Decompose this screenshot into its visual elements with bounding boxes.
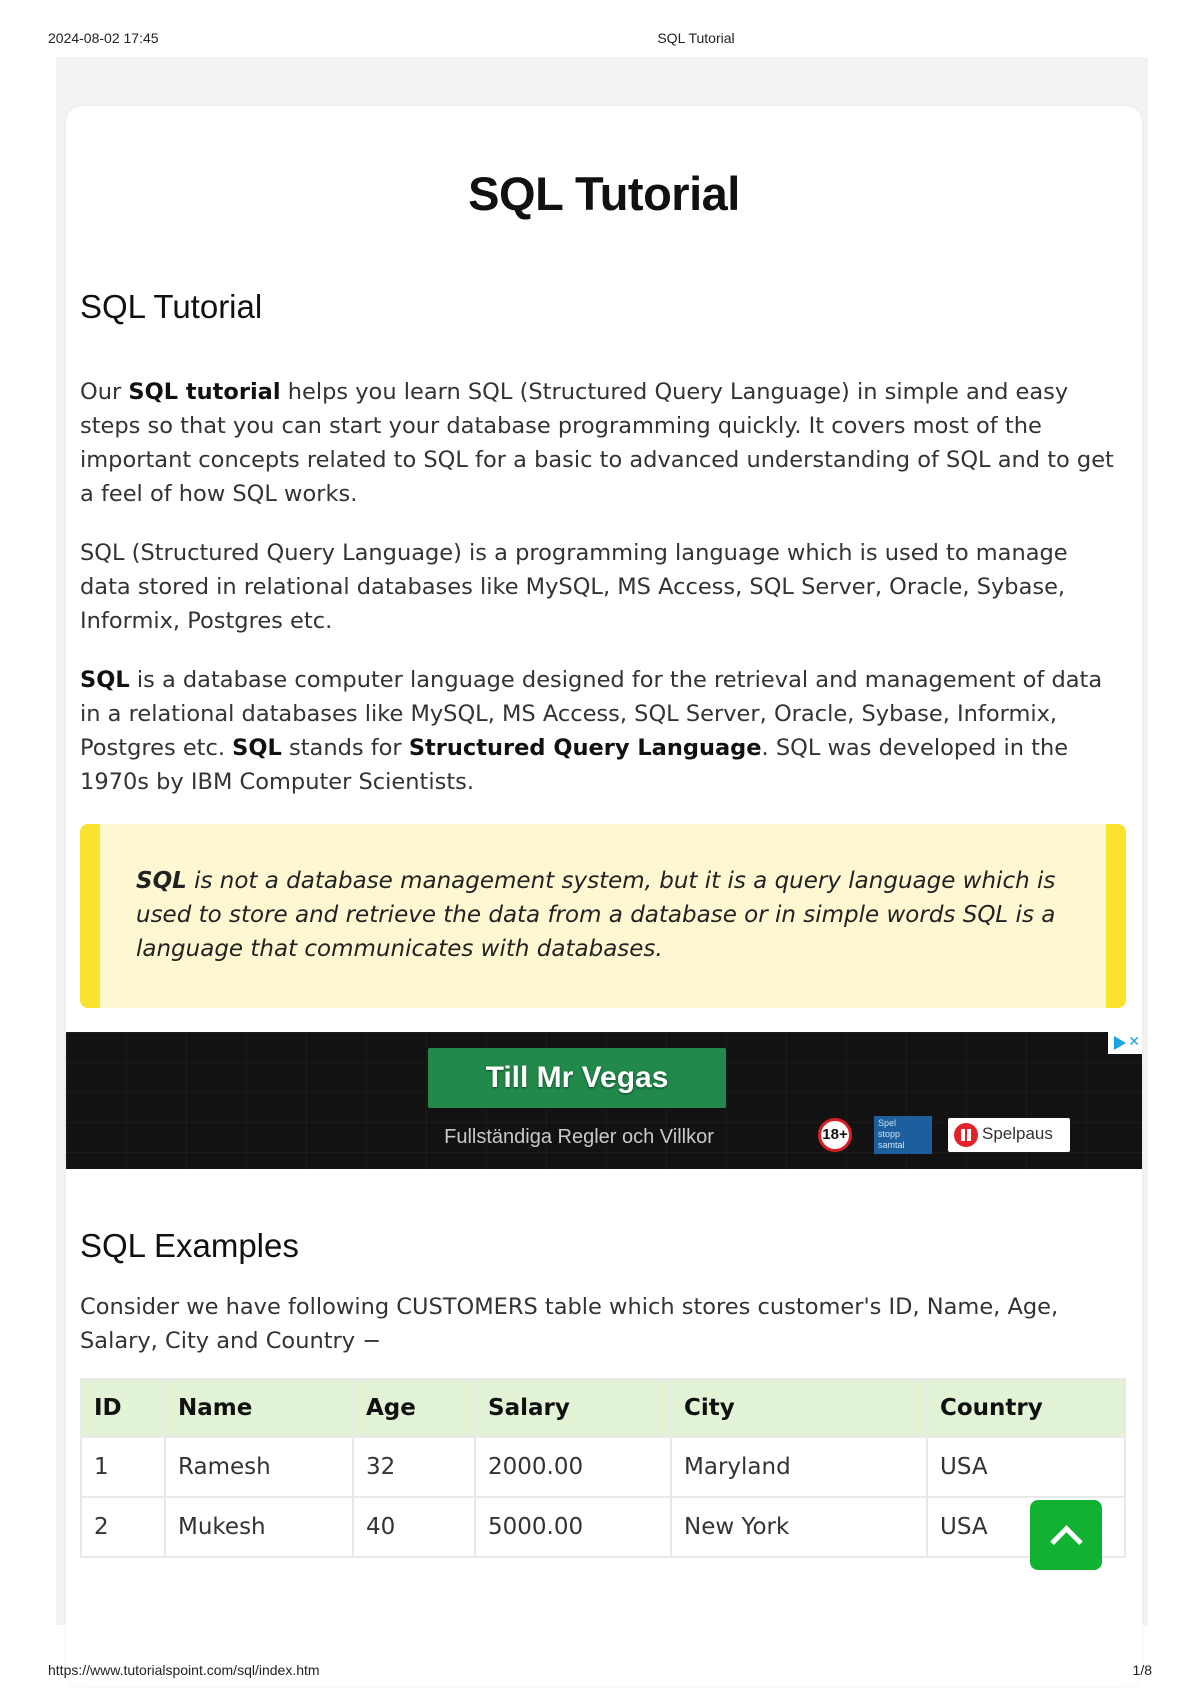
age-limit-badge: 18+	[818, 1118, 852, 1152]
column-header-city: City	[671, 1379, 927, 1437]
print-title: SQL Tutorial	[657, 30, 735, 46]
column-header-age: Age	[353, 1379, 475, 1437]
intro-paragraph	[80, 375, 1120, 511]
chevron-up-icon	[1050, 1525, 1083, 1558]
table-row	[81, 1497, 1125, 1557]
adchoices-icon[interactable]	[1108, 1032, 1142, 1054]
p3-bold-sql: SQL	[80, 667, 130, 693]
cell-city: Maryland	[671, 1437, 927, 1497]
examples-intro: Consider we have following CUSTOMERS table which stores customer's ID, Name, Age, Salary, City and Country −	[80, 1294, 1059, 1354]
p3-text-3: . SQL was developed in the 1970s by IBM Computer Scientists.	[80, 735, 1069, 795]
definition-paragraph: SQL (Structured Query Language) is a programming language which is used to manage data stored in relational databases like MySQL, MS Access, SQL Server, Oracle, Sybase, Informix, Postgres etc.	[80, 540, 1068, 634]
page-number: 1/8	[1132, 1662, 1152, 1678]
note-text	[136, 864, 1096, 966]
advertisement-banner[interactable]	[66, 1032, 1142, 1169]
note-bold-sql: SQL	[136, 868, 187, 894]
p3-bold-sql-2: SQL	[232, 735, 282, 761]
cell-age: 32	[353, 1437, 475, 1497]
cell-salary: 5000.00	[475, 1497, 671, 1557]
cell-age: 40	[353, 1497, 475, 1557]
p3-text-2: stands for	[281, 735, 409, 761]
ad-cta-button[interactable]: Till Mr Vegas	[428, 1048, 726, 1108]
pause-icon	[954, 1123, 978, 1147]
section-heading-sql-examples: SQL Examples	[80, 1227, 299, 1264]
column-header-salary: Salary	[475, 1379, 671, 1437]
print-date: 2024-08-02 17:45	[48, 30, 159, 46]
description-paragraph	[80, 663, 1120, 799]
column-header-name: Name	[165, 1379, 353, 1437]
cell-city: New York	[671, 1497, 927, 1557]
customers-table	[80, 1378, 1126, 1558]
cell-country: USA	[927, 1497, 1125, 1557]
play-icon	[1114, 1036, 1126, 1050]
cell-name: Mukesh	[165, 1497, 353, 1557]
cell-name: Ramesh	[165, 1437, 353, 1497]
print-header	[0, 30, 1200, 50]
note-box	[80, 824, 1126, 1008]
cell-country: USA	[927, 1437, 1125, 1497]
spelstopp-logo: Spel stopp samtal	[874, 1116, 932, 1154]
p3-bold-structured-query-language: Structured Query Language	[408, 735, 762, 761]
page-url: https://www.tutorialspoint.com/sql/index.htm	[48, 1662, 320, 1678]
note-body: is not a database management system, but it is a query language which is used to store and retrieve the data from a database or in simple words SQL is a language that communicates with databases.	[136, 868, 1056, 962]
spelpaus-text: Spelpaus	[982, 1124, 1053, 1143]
scroll-to-top-button[interactable]	[1030, 1500, 1102, 1570]
p1-text-start: Our	[80, 379, 129, 405]
cell-id: 1	[81, 1437, 165, 1497]
ad-terms-link[interactable]: Fullständiga Regler och Villkor	[444, 1126, 714, 1148]
close-icon[interactable]: ✕	[1128, 1034, 1140, 1050]
spelpaus-logo	[948, 1118, 1070, 1152]
column-header-id: ID	[81, 1379, 165, 1437]
print-footer	[0, 1662, 1200, 1682]
table-row	[81, 1437, 1125, 1497]
p1-bold-sql-tutorial: SQL tutorial	[128, 379, 281, 405]
p1-text-end: helps you learn SQL (Structured Query Language) in simple and easy steps so that you can start your database programming quickly. It covers most of the important concepts related to SQL for a basic to advanced understanding of SQL and to get a feel of how SQL works.	[80, 379, 1114, 507]
page-title: SQL Tutorial	[468, 167, 740, 220]
p3-text-1: is a database computer language designed for the retrieval and management of data in a relational databases like MySQL, MS Access, SQL Server, Oracle, Sybase, Informix, Postgres etc.	[80, 667, 1103, 761]
column-header-country: Country	[927, 1379, 1125, 1437]
cell-salary: 2000.00	[475, 1437, 671, 1497]
cell-id: 2	[81, 1497, 165, 1557]
table-header-row	[81, 1379, 1125, 1437]
section-heading-sql-tutorial: SQL Tutorial	[80, 288, 263, 325]
